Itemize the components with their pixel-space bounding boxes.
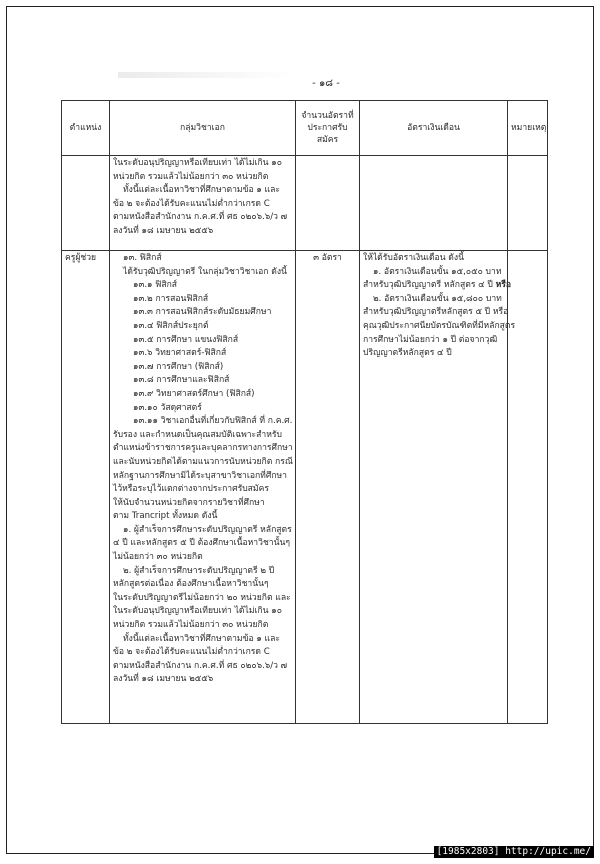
- major-line: ตามหนังสือสำนักงาน ก.ค.ศ.ที่ ศธ ๐๒๐๖.๖/ว ๗: [113, 660, 288, 671]
- position-cell: [62, 156, 110, 251]
- major-line: ลงวันที่ ๑๘ เมษายน ๒๕๕๖: [113, 674, 214, 685]
- major-line: ๒. ผู้สำเร็จการศึกษาระดับปริญญาตรี ๒ ปี: [123, 565, 275, 576]
- position-cell: [62, 251, 110, 724]
- salary-line: สำหรับวุฒิปริญญาตรีหลักสูตร ๕ ปี หรือ: [363, 307, 509, 318]
- major-line: ในระดับอนุปริญญาหรือเทียบเท่า ได้ไม่เกิน ๑๐: [113, 606, 282, 617]
- major-line: ไว้หรือระบุไว้แตกต่างจากประกาศรับสมัคร: [113, 484, 269, 495]
- major-line: หลักสูตรต่อเนื่อง ต้องศึกษาเนื้อหาวิชานั้นๆ: [113, 579, 269, 590]
- major-line: ๑๓.๑๑ วิชาเอกอื่นที่เกี่ยวกับฟิสิกส์ ที่ ก.ค.ศ.: [133, 416, 293, 427]
- major-line: ในระดับปริญญาตรีไม่น้อยกว่า ๒๐ หน่วยกิต และ: [113, 592, 291, 603]
- major-line: รับรอง และกำหนดเป็นคุณสมบัติเฉพาะสำหรับ: [113, 429, 282, 440]
- major-cell: [110, 251, 296, 724]
- major-line: ทั้งนี้แต่ละเนื้อหาวิชาที่ศึกษาตามข้อ ๑ และ: [123, 633, 280, 644]
- major-cell: [110, 156, 296, 251]
- major-line: ในระดับอนุปริญญาหรือเทียบเท่า ได้ไม่เกิน ๑๐: [113, 158, 282, 168]
- salary-line: ๒. อัตราเงินเดือนขั้น ๑๕,๘๐๐ บาท: [373, 293, 502, 304]
- major-line: และนับหน่วยกิตได้ตามแนวการนับหน่วยกิต กรณี: [113, 456, 293, 467]
- major-line: ๑๓.๑๐ วัสดุศาสตร์: [133, 402, 202, 413]
- salary-line: ปริญญาตรีหลักสูตร ๔ ปี: [363, 348, 452, 359]
- major-line: ๔ ปี และหลักสูตร ๕ ปี ต้องศึกษาเนื้อหาวิชานั้นๆ: [113, 538, 290, 549]
- major-line: ๑๓.๕ การศึกษา แขนงฟิสิกส์: [133, 334, 239, 345]
- major-line: ไม่น้อยกว่า ๓๐ หน่วยกิต: [113, 552, 203, 563]
- salary-or: หรือ: [495, 280, 512, 291]
- header-position: ตำแหน่ง: [62, 101, 110, 156]
- major-line: ๑๓.๗ การศึกษา (ฟิสิกส์): [133, 361, 224, 372]
- salary-cell: [360, 251, 516, 724]
- salary-line: ๑. อัตราเงินเดือนขั้น ๑๕,๐๕๐ บาท: [373, 266, 502, 277]
- salary-text: สำหรับวุฒิปริญญาตรี หลักสูตร ๔ ปี: [363, 280, 493, 291]
- scan-smudge: [118, 72, 294, 78]
- qualification-table: [61, 100, 548, 724]
- header-salary: อัตราเงินเดือน: [360, 101, 508, 156]
- table-header-row: [62, 101, 548, 156]
- major-line: หน่วยกิต รวมแล้วไม่น้อยกว่า ๓๐ หน่วยกิต: [113, 620, 269, 631]
- table-row: [62, 251, 548, 724]
- header-vacancies: จำนวนอัตราที่ประกาศรับสมัคร: [296, 101, 360, 156]
- remarks-cell: [508, 156, 548, 251]
- major-line: ให้นับจำนวนหน่วยกิตจากรายวิชาที่ศึกษา: [113, 497, 265, 508]
- major-line: ลงวันที่ ๑๘ เมษายน ๒๕๕๖: [113, 225, 214, 236]
- major-line: ตาม Trancript ทั้งหมด ดังนี้: [113, 511, 218, 522]
- salary-cell: [360, 156, 508, 251]
- page-number: - ๑๘ -: [312, 78, 340, 89]
- vacancies-value: ๓ อัตรา: [313, 253, 342, 263]
- major-line: ๑๓. ฟิสิกส์: [123, 253, 162, 263]
- major-line: ๑๓.๙ วิทยาศาสตร์ศึกษา (ฟิสิกส์): [133, 388, 255, 399]
- major-line: หน่วยกิต รวมแล้วไม่น้อยกว่า ๓๐ หน่วยกิต: [113, 171, 269, 182]
- major-line: ๑๓.๒ การสอนฟิสิกส์: [133, 293, 209, 304]
- major-line: ๑๓.๑ ฟิสิกส์: [133, 280, 178, 291]
- salary-line: การศึกษาไม่น้อยกว่า ๑ ปี ต่อจากวุฒิ: [363, 334, 498, 345]
- vacancies-cell: [296, 251, 360, 724]
- major-line: ทั้งนี้แต่ละเนื้อหาวิชาที่ศึกษาตามข้อ ๑ และ: [123, 185, 280, 196]
- major-line: ได้รับวุฒิปริญญาตรี ในกลุ่มวิชาวิชาเอก ดังนี้: [123, 266, 287, 277]
- vacancies-cell: [296, 156, 360, 251]
- major-line: ตามหนังสือสำนักงาน ก.ค.ศ.ที่ ศธ ๐๒๐๖.๖/ว ๗: [113, 212, 288, 223]
- position-label: ครูผู้ช่วย: [65, 253, 97, 263]
- major-line: ๑. ผู้สำเร็จการศึกษาระดับปริญญาตรี หลักสูตร: [123, 524, 292, 535]
- major-line: ตำแหน่งข้าราชการครูและบุคลากรทางการศึกษา: [113, 443, 293, 454]
- major-line: ๑๓.๔ ฟิสิกส์ประยุกต์: [133, 320, 209, 331]
- major-line: ข้อ ๒ จะต้องได้รับคะแนนไม่ต่ำกว่าเกรด C: [113, 198, 270, 209]
- salary-line: คุณวุฒิประกาศนียบัตรบัณฑิตที่มีหลักสูตร: [363, 320, 516, 331]
- watermark-label: [1985x2803] http://upic.me/: [434, 846, 594, 858]
- salary-line: ให้ได้รับอัตราเงินเดือน ดังนี้: [363, 253, 464, 263]
- major-line: ข้อ ๒ จะต้องได้รับคะแนนไม่ต่ำกว่าเกรด C: [113, 647, 270, 658]
- header-major: กลุ่มวิชาเอก: [110, 101, 296, 156]
- major-line: หลักฐานการศึกษามิได้ระบุสาขาวิชาเอกที่ศึกษา: [113, 470, 287, 481]
- table-row: [62, 156, 548, 251]
- salary-line: [363, 279, 512, 293]
- header-remarks: หมายเหตุ: [508, 101, 548, 156]
- major-line: ๑๓.๖ วิทยาศาสตร์-ฟิสิกส์: [133, 348, 227, 359]
- major-line: ๑๓.๓ การสอนฟิสิกส์ระดับมัธยมศึกษา: [133, 307, 272, 318]
- major-line: ๑๓.๘ การศึกษาและฟิสิกส์: [133, 375, 230, 386]
